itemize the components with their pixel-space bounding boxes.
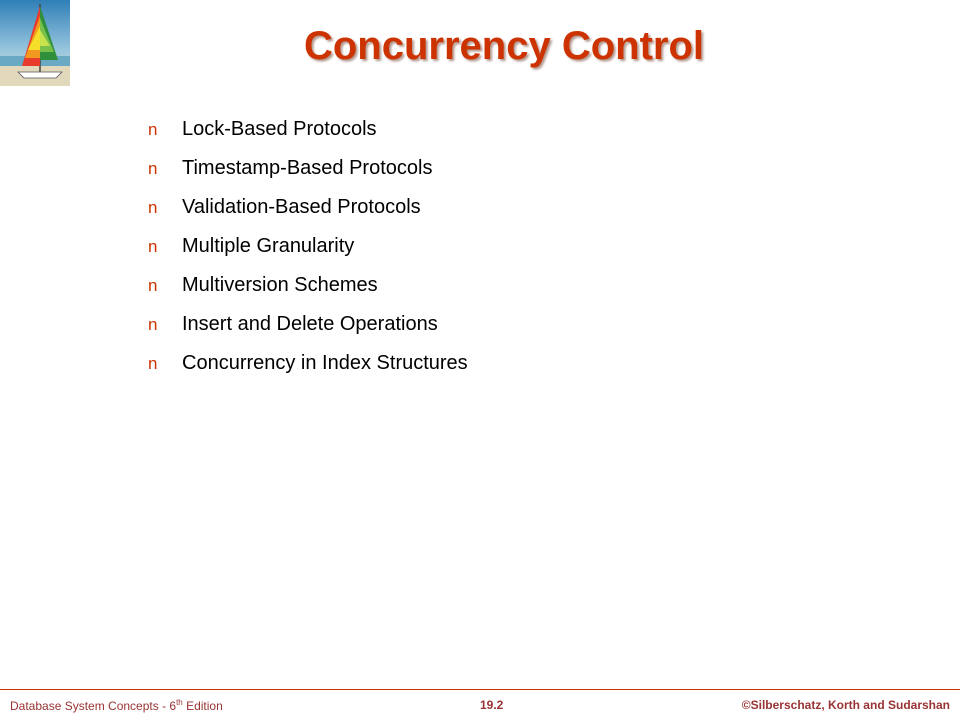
footer-divider xyxy=(0,689,960,690)
bullet-item xyxy=(148,352,468,391)
slide-footer xyxy=(0,689,960,720)
bullet-text: Concurrency in Index Structures xyxy=(182,352,468,374)
bullet-marker-icon: n xyxy=(148,354,158,373)
bullet-marker-icon: n xyxy=(148,276,158,295)
bullet-marker-icon: n xyxy=(148,237,158,256)
bullet-text: Lock-Based Protocols xyxy=(182,118,377,140)
footer-book-suffix: Edition xyxy=(182,699,223,713)
slide-title: Concurrency Control xyxy=(303,24,705,68)
footer-book-prefix: Database System Concepts - 6 xyxy=(10,699,177,713)
bullet-marker-icon: n xyxy=(148,198,158,217)
bullet-marker-icon: n xyxy=(148,120,158,139)
bullet-text: Insert and Delete Operations xyxy=(182,313,438,335)
footer-book-title xyxy=(10,698,223,713)
bullet-text: Multiple Granularity xyxy=(182,235,355,257)
bullet-marker-icon: n xyxy=(148,159,158,178)
footer-edition-superscript: th xyxy=(176,698,183,707)
bullet-text: Multiversion Schemes xyxy=(182,274,378,296)
bullet-item xyxy=(148,313,468,352)
bullet-text: Timestamp-Based Protocols xyxy=(182,157,433,179)
bullet-item xyxy=(148,196,468,235)
bullet-item xyxy=(148,235,468,274)
bullet-marker-icon: n xyxy=(148,315,158,334)
bullet-item xyxy=(148,274,468,313)
footer-page-number: 19.2 xyxy=(480,698,504,712)
bullet-text: Validation-Based Protocols xyxy=(182,196,421,218)
bullet-item xyxy=(148,157,468,196)
footer-copyright: ©Silberschatz, Korth and Sudarshan xyxy=(741,698,950,712)
bullet-item xyxy=(148,118,468,157)
bullet-list xyxy=(148,118,468,391)
